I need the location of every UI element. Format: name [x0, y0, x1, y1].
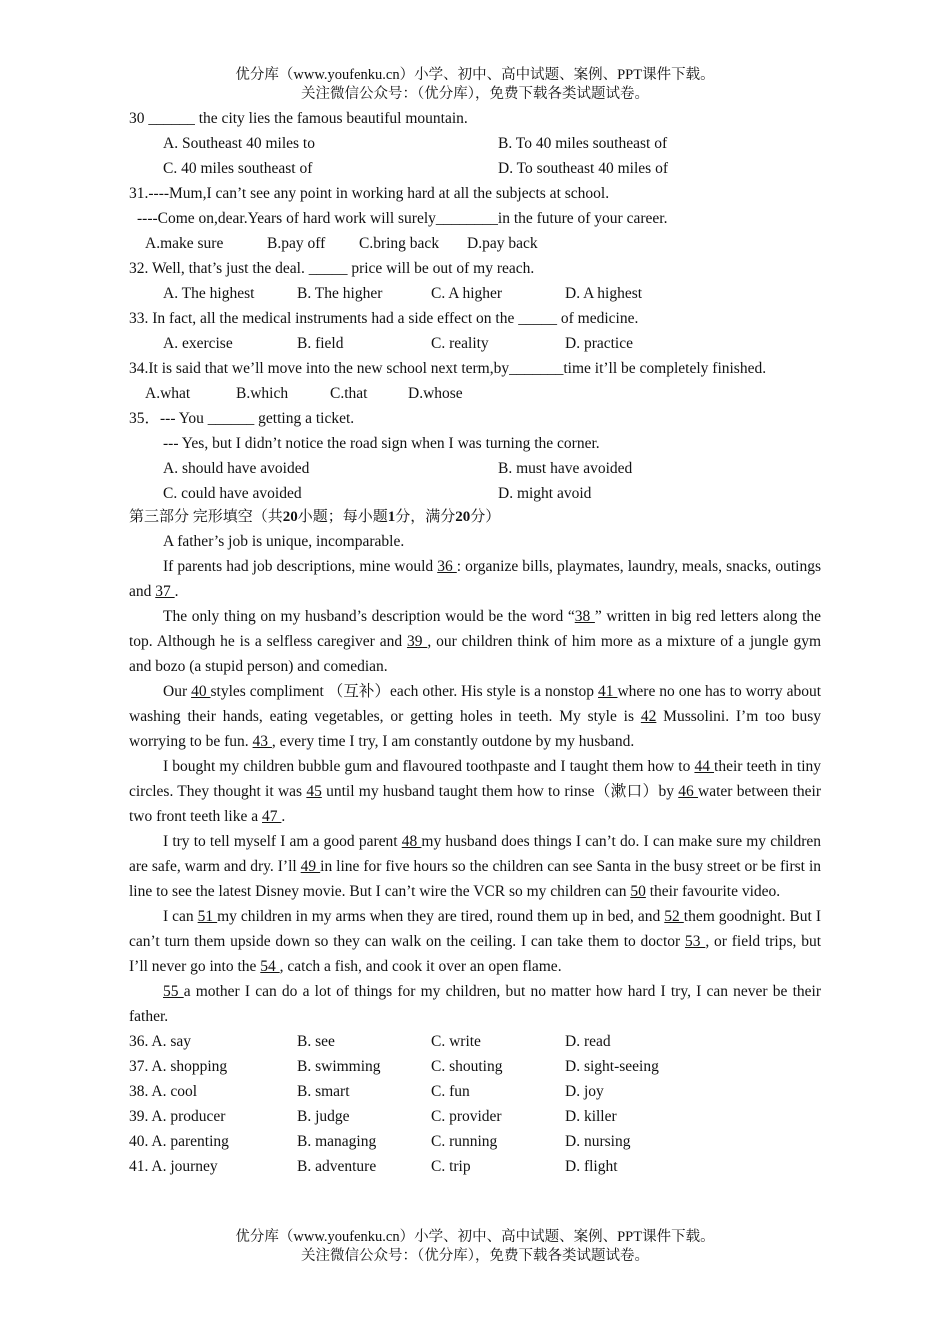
option-d: D. sight-seeing: [565, 1058, 659, 1075]
passage-text: their teeth in tiny circles. They thought it was: [129, 758, 822, 800]
passage-text: I can: [163, 908, 198, 925]
option-a: 39. A. producer: [129, 1108, 226, 1125]
option-c: C. fun: [431, 1083, 470, 1100]
passage-text: I try to tell myself I am a good parent: [163, 833, 402, 850]
question-35-line-1: 35．--- You ______ getting a ticket.: [129, 410, 355, 427]
question-34-options: [129, 381, 821, 406]
option-a: A.what: [145, 385, 191, 402]
option-b: B. To 40 miles southeast of: [498, 135, 668, 152]
option-a: 36. A. say: [129, 1033, 191, 1050]
blank-37: 37: [155, 583, 175, 600]
blank-53: 53: [684, 933, 706, 950]
question-35-options-row-1: [129, 456, 821, 481]
question-31-line-2: ----Come on,dear.Years of hard work will surely________in the future of your career.: [137, 210, 668, 227]
question-30-stem: 30 ______ the city lies the famous beautiful mountain.: [129, 110, 468, 127]
blank-43: 43: [252, 733, 272, 750]
passage-paragraph-5: [129, 754, 821, 829]
section-number: 20: [455, 509, 471, 525]
passage-text: until my husband taught them how to rinse（漱口）by: [321, 783, 679, 800]
question-31-line-1: 31.----Mum,I can’t see any point in working hard at all the subjects at school.: [129, 185, 610, 202]
passage-paragraph-7: [129, 904, 821, 979]
option-c: C. write: [431, 1033, 481, 1050]
blank-38: 38: [574, 608, 595, 625]
passage-text: water between their two front teeth like a: [129, 783, 822, 825]
section-3-heading: [129, 506, 821, 529]
question-31-options: [129, 231, 821, 256]
option-b: B. adventure: [297, 1158, 377, 1175]
passage-text: my children in my arms when they are tired, round them up in bed, and: [217, 908, 665, 925]
cloze-options-39: [129, 1104, 821, 1129]
passage-text: where no one has to worry about washing their hands, eating vegetables, or getting holes in teeth. My style is: [129, 683, 822, 725]
page-header: [0, 66, 950, 104]
passage-paragraph-1: A father’s job is unique, incomparable.: [163, 533, 405, 550]
option-a: 37. A. shopping: [129, 1058, 228, 1075]
section-text: 小题；每小题: [297, 509, 388, 525]
exam-content: [129, 106, 821, 1179]
passage-paragraph-3: [129, 604, 821, 679]
option-d: D. practice: [565, 335, 633, 352]
passage-text: in line for five hours so the children can see Santa in the busy street or be first in line to see the latest Disney movie. But I can’t wire the VCR so my children can: [129, 858, 822, 900]
blank-50: 50: [630, 883, 646, 900]
option-d: D. read: [565, 1033, 611, 1050]
passage-text: .: [281, 808, 286, 825]
option-d: D. A highest: [565, 285, 643, 302]
blank-36: 36: [437, 558, 457, 575]
blank-52: 52: [664, 908, 684, 925]
option-a: A. The highest: [163, 285, 255, 302]
blank-51: 51: [197, 908, 218, 925]
option-d: D. joy: [565, 1083, 604, 1100]
blank-39: 39: [406, 633, 428, 650]
option-d: D. killer: [565, 1108, 617, 1125]
option-b: B. smart: [297, 1083, 350, 1100]
option-a: A. should have avoided: [163, 460, 310, 477]
passage-text: styles compliment （互补）each other. His style is a nonstop: [210, 683, 598, 700]
question-33-options: [129, 331, 821, 356]
option-b: B. judge: [297, 1108, 350, 1125]
option-c: C. shouting: [431, 1058, 503, 1075]
option-d: D. might avoid: [498, 485, 592, 502]
passage-text: , every time I try, I am constantly outdone by my husband.: [271, 733, 635, 750]
header-line-2: 关注微信公众号：（优分库），免费下载各类试题试卷。: [301, 86, 649, 102]
question-33-stem: 33. In fact, all the medical instruments had a side effect on the _____ of medicine.: [129, 310, 639, 327]
option-d: D.whose: [408, 385, 463, 402]
option-b: B.pay off: [267, 235, 326, 252]
option-c: C.that: [330, 385, 368, 402]
cloze-options-36: [129, 1029, 821, 1054]
question-32-stem: 32. Well, that’s just the deal. _____ price will be out of my reach.: [129, 260, 535, 277]
cloze-options-41: [129, 1154, 821, 1179]
footer-line-1: 优分库（www.youfenku.cn）小学、初中、高中试题、案例、PPT课件下载。: [235, 1229, 715, 1245]
option-a: A. exercise: [163, 335, 233, 352]
passage-text: them goodnight. But I can’t turn them upside down so they can walk on the ceiling. I can take them to doctor: [129, 908, 822, 950]
passage-text: .: [174, 583, 179, 600]
question-34-stem: 34.It is said that we’ll move into the new school next term,by_______time it’ll be completely finished.: [129, 360, 767, 377]
passage-paragraph-2: [129, 554, 821, 604]
page-footer: [0, 1228, 950, 1266]
blank-46: 46: [678, 783, 699, 800]
passage-text: , our children think of him more as a mixture of a jungle gym and bozo (a stupid person) and comedian.: [129, 633, 822, 675]
blank-49: 49: [300, 858, 321, 875]
section-number: 1: [387, 509, 396, 525]
section-number: 20: [282, 509, 298, 525]
option-c: C. A higher: [431, 285, 503, 302]
option-c: C. trip: [431, 1158, 471, 1175]
blank-48: 48: [401, 833, 422, 850]
option-b: B. The higher: [297, 285, 383, 302]
passage-text: Our: [163, 683, 192, 700]
passage-text: : organize bills, playmates, laundry, meals, snacks, outings and: [129, 558, 821, 600]
cloze-options-38: [129, 1079, 821, 1104]
option-b: B. swimming: [297, 1058, 381, 1075]
option-c: C. 40 miles southeast of: [163, 160, 313, 177]
passage-paragraph-8: [129, 979, 821, 1029]
blank-55: 55: [163, 983, 184, 1000]
question-35-options-row-2: [129, 481, 821, 506]
option-c: C. provider: [431, 1108, 502, 1125]
blank-41: 41: [598, 683, 618, 700]
option-a: 38. A. cool: [129, 1083, 198, 1100]
question-30-options-row-1: [129, 131, 821, 156]
question-30-options-row-2: [129, 156, 821, 181]
option-b: B. see: [297, 1033, 335, 1050]
option-c: C.bring back: [359, 235, 440, 252]
option-a: 40. A. parenting: [129, 1133, 229, 1150]
option-d: D. flight: [565, 1158, 618, 1175]
passage-text: , catch a fish, and cook it over an open flame.: [279, 958, 562, 975]
option-d: D.pay back: [467, 235, 538, 252]
option-a: A.make sure: [145, 235, 224, 252]
blank-40: 40: [191, 683, 211, 700]
option-d: D. To southeast 40 miles of: [498, 160, 668, 177]
section-text: 第三部分 完形填空（共: [129, 509, 283, 525]
passage-text: Mussolini. I’m too busy worrying to be fun.: [129, 708, 822, 750]
passage-text: ” written in big red letters along the top. Although he is a selfless caregiver and: [129, 608, 822, 650]
passage-text: I bought my children bubble gum and flavoured toothpaste and I taught them how to: [163, 758, 695, 775]
blank-45: 45: [306, 783, 322, 800]
passage-text: their favourite video.: [645, 883, 781, 900]
passage-text: a mother I can do a lot of things for my children, but no matter how hard I try, I can never be their father.: [129, 983, 822, 1025]
passage-text: If parents had job descriptions, mine would: [163, 558, 438, 575]
option-b: B. managing: [297, 1133, 377, 1150]
option-a: A. Southeast 40 miles to: [163, 135, 315, 152]
option-c: C. could have avoided: [163, 485, 302, 502]
blank-54: 54: [260, 958, 280, 975]
question-32-options: [129, 281, 821, 306]
option-b: B.which: [236, 385, 289, 402]
question-35-line-2: --- Yes, but I didn’t notice the road sign when I was turning the corner.: [163, 435, 600, 452]
section-text: 分，满分: [395, 509, 456, 525]
cloze-options-40: [129, 1129, 821, 1154]
blank-42: 42: [640, 708, 657, 725]
blank-44: 44: [694, 758, 715, 775]
passage-text: my husband does things I can’t do. I can make sure my children are safe, warm and dry. I’ll: [129, 833, 821, 875]
passage-paragraph-6: [129, 829, 821, 904]
option-b: B. field: [297, 335, 344, 352]
option-c: C. running: [431, 1133, 498, 1150]
footer-line-2: 关注微信公众号：（优分库），免费下载各类试题试卷。: [301, 1248, 649, 1264]
passage-paragraph-4: [129, 679, 821, 754]
header-line-1: 优分库（www.youfenku.cn）小学、初中、高中试题、案例、PPT课件下载。: [235, 67, 715, 83]
passage-text: , or field trips, but I’ll never go into the: [129, 933, 822, 975]
option-a: 41. A. journey: [129, 1158, 218, 1175]
cloze-options-37: [129, 1054, 821, 1079]
section-text: 分）: [470, 509, 501, 525]
option-d: D. nursing: [565, 1133, 631, 1150]
passage-text: The only thing on my husband’s description would be the word “: [163, 608, 575, 625]
option-c: C. reality: [431, 335, 489, 352]
option-b: B. must have avoided: [498, 460, 633, 477]
blank-47: 47: [262, 808, 282, 825]
